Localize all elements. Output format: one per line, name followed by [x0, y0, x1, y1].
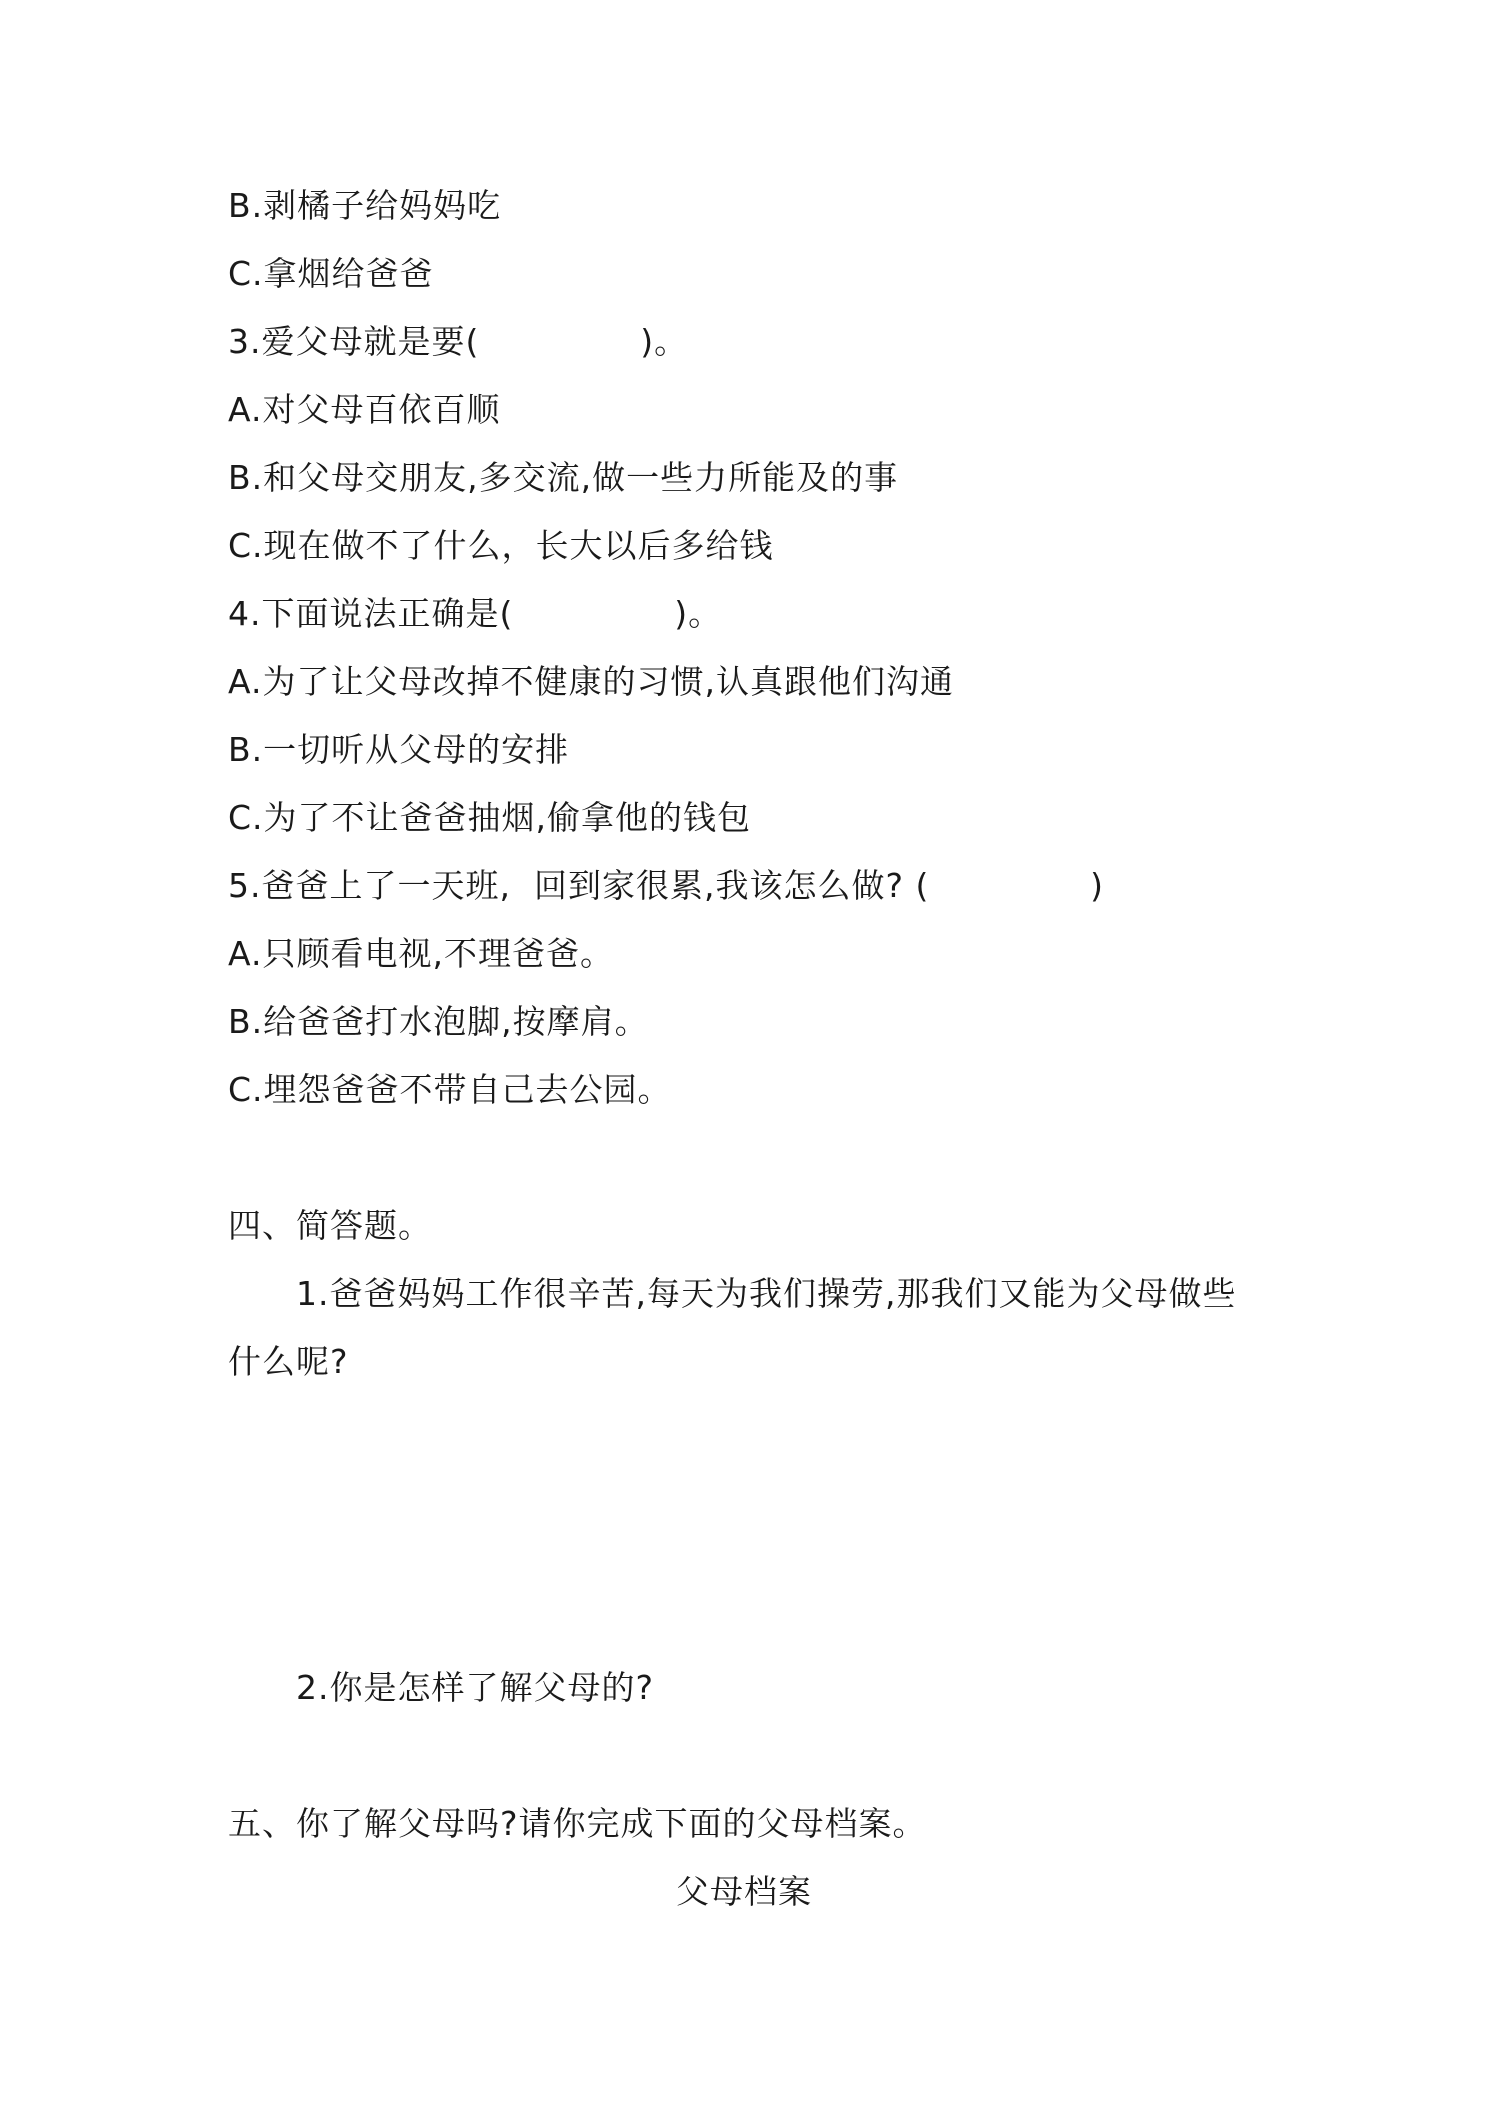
q3-stem: 3.爱父母就是要( )。 [228, 322, 689, 361]
parent-profile-title: 父母档案 [676, 1872, 812, 1911]
q2-option-b: B.剥橘子给妈妈吃 [228, 186, 502, 225]
section4-q2: 2.你是怎样了解父母的? [296, 1668, 655, 1707]
section4-heading: 四、简答题。 [228, 1206, 432, 1245]
q5-stem: 5.爸爸上了一天班, 回到家很累,我该怎么做? ( ) [228, 866, 1105, 905]
q4-option-a: A.为了让父母改掉不健康的习惯,认真跟他们沟通 [228, 662, 954, 701]
section4-q1-line2: 什么呢? [228, 1342, 349, 1381]
q5-option-c: C.埋怨爸爸不带自己去公园。 [228, 1070, 672, 1109]
q3-option-b: B.和父母交朋友,多交流,做一些力所能及的事 [228, 458, 899, 497]
q4-option-c: C.为了不让爸爸抽烟,偷拿他的钱包 [228, 798, 752, 837]
section5-heading: 五、你了解父母吗?请你完成下面的父母档案。 [228, 1804, 927, 1843]
q4-stem: 4.下面说法正确是( )。 [228, 594, 723, 633]
q3-option-c: C.现在做不了什么，长大以后多给钱 [228, 526, 774, 565]
q3-option-a: A.对父母百依百顺 [228, 390, 501, 429]
q2-option-c: C.拿烟给爸爸 [228, 254, 434, 293]
q5-option-b: B.给爸爸打水泡脚,按摩肩。 [228, 1002, 649, 1041]
q4-option-b: B.一切听从父母的安排 [228, 730, 570, 769]
section4-q1-line1: 1.爸爸妈妈工作很辛苦,每天为我们操劳,那我们又能为父母做些 [296, 1274, 1237, 1313]
q5-option-a: A.只顾看电视,不理爸爸。 [228, 934, 614, 973]
